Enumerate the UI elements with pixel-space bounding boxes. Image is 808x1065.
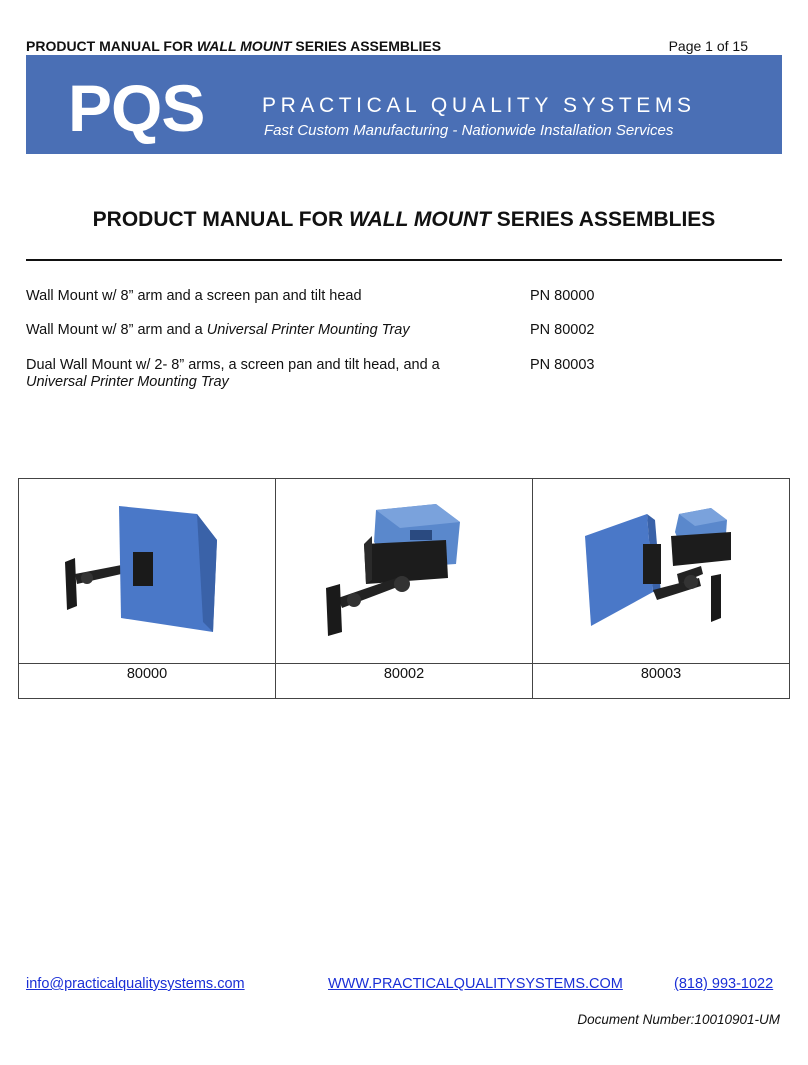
company-logo: PQS <box>68 71 205 145</box>
document-title-suffix: SERIES ASSEMBLIES <box>490 208 716 231</box>
title-divider <box>26 259 782 261</box>
running-header-title-suffix: SERIES ASSEMBLIES <box>291 38 442 54</box>
part-description-italic: Universal Printer Mounting Tray <box>206 322 410 338</box>
phone-link[interactable]: (818) 993-1022 <box>674 976 774 992</box>
email-link[interactable]: info@practicalqualitysystems.com <box>26 976 245 992</box>
running-header-title <box>26 38 441 54</box>
part-description <box>26 322 496 339</box>
wall-mount-screen-image <box>57 494 237 644</box>
product-image-cell <box>19 479 276 664</box>
company-name: PRACTICAL QUALITY SYSTEMS <box>262 94 696 117</box>
part-description <box>26 288 496 305</box>
part-description-text: Dual Wall Mount w/ 2- 8” arms, a screen pan and tilt head, and a <box>26 357 440 373</box>
product-image-row <box>19 479 790 664</box>
document-title <box>26 208 782 232</box>
product-caption: 80000 <box>19 664 276 699</box>
running-header-title-emphasis: WALL MOUNT <box>196 38 292 54</box>
part-description-text: Wall Mount w/ 8” arm and a screen pan and tilt head <box>26 288 362 304</box>
document-title-emphasis: WALL MOUNT <box>348 208 491 231</box>
website-link[interactable]: WWW.PRACTICALQUALITYSYSTEMS.COM <box>328 976 623 992</box>
document-number: Document Number:10010901-UM <box>577 1012 780 1027</box>
part-number: PN 80002 <box>530 322 595 338</box>
document-title-prefix: PRODUCT MANUAL FOR <box>92 208 349 231</box>
part-description-text: Wall Mount w/ 8” arm and a <box>26 322 207 338</box>
company-banner <box>26 55 782 154</box>
product-image-table <box>18 478 790 699</box>
part-description-italic: Universal Printer Mounting Tray <box>26 374 229 390</box>
product-image-cell <box>533 479 790 664</box>
product-caption: 80003 <box>533 664 790 699</box>
part-number: PN 80000 <box>530 288 595 304</box>
dual-wall-mount-image <box>571 494 751 644</box>
part-number: PN 80003 <box>530 357 595 373</box>
running-header-title-prefix: PRODUCT MANUAL FOR <box>26 38 197 54</box>
part-description <box>26 357 496 391</box>
product-caption: 80002 <box>276 664 533 699</box>
product-caption-row <box>19 664 790 699</box>
product-image-cell <box>276 479 533 664</box>
running-header <box>26 38 748 56</box>
company-tagline: Fast Custom Manufacturing - Nationwide Installation Services <box>264 122 674 139</box>
page-number: Page 1 of 15 <box>668 38 748 54</box>
wall-mount-printer-tray-image <box>314 494 494 644</box>
